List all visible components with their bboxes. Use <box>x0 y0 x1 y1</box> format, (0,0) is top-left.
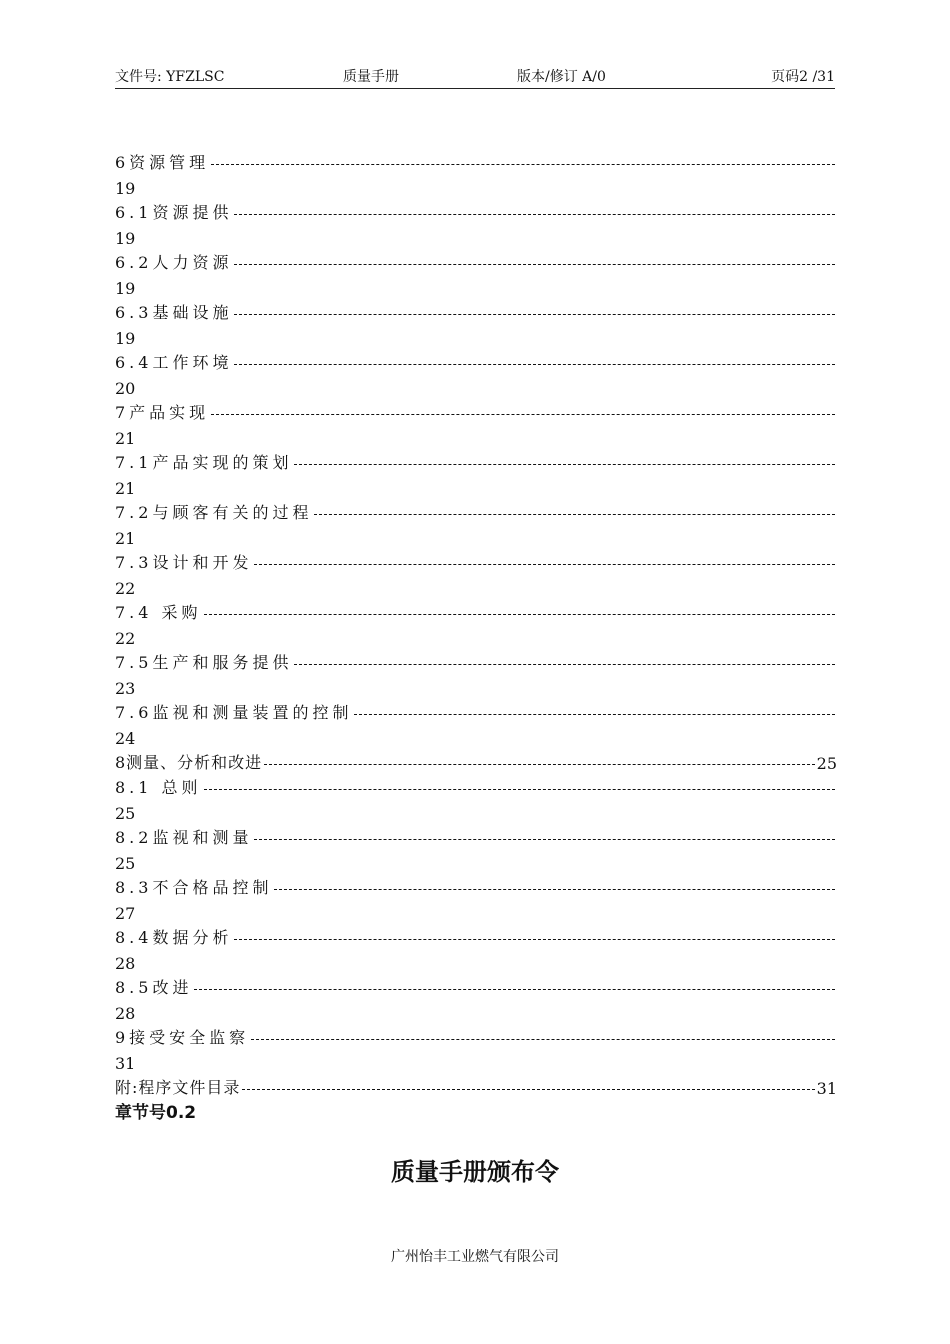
toc-entry-title: 7.3设计和开发 <box>115 553 253 572</box>
toc-entry-page: 22 <box>115 579 136 598</box>
toc-entry-page: 28 <box>115 1004 136 1023</box>
toc-leader <box>211 414 835 415</box>
toc-leader <box>354 714 835 715</box>
toc-entry-title: 6资源管理 <box>115 153 210 172</box>
toc-page-line <box>115 173 837 198</box>
toc-entry <box>115 148 837 173</box>
page-title: 质量手册颁布令 <box>391 1158 559 1186</box>
toc-entry-title: 7.2与顾客有关的过程 <box>115 503 313 522</box>
toc-entry-page: 25 <box>115 804 136 823</box>
toc-page-line <box>115 573 837 598</box>
toc-entry <box>115 773 837 798</box>
toc-entry-title: 7.6监视和测量装置的控制 <box>115 703 353 722</box>
toc-leader <box>211 164 835 165</box>
header-doc-number: 文件号: YFZLSC <box>115 69 225 85</box>
toc-entry-page: 21 <box>115 529 136 548</box>
toc-page-line <box>115 723 837 748</box>
toc-leader <box>254 564 835 565</box>
header-page-number: 页码2 /31 <box>771 69 835 85</box>
toc-entry <box>115 398 837 423</box>
toc-entry <box>115 873 837 898</box>
header-title: 质量手册 <box>343 69 399 85</box>
toc-entry-title: 8.1 总则 <box>115 778 202 797</box>
toc-entry-page: 19 <box>115 329 136 348</box>
toc-page-line <box>115 998 837 1023</box>
toc-entry-title: 7.4 采购 <box>115 603 202 622</box>
toc-page-line <box>115 223 837 248</box>
toc-entry <box>115 448 837 473</box>
toc-entry-page: 28 <box>115 954 136 973</box>
toc-leader <box>254 839 835 840</box>
header-version: 版本/修订 A/0 <box>517 69 606 85</box>
toc-page-line <box>115 623 837 648</box>
toc-entry-title: 7.5生产和服务提供 <box>115 653 293 672</box>
toc-entry-title: 6.4工作环境 <box>115 353 233 372</box>
toc-entry <box>115 923 837 948</box>
page-header <box>115 62 835 89</box>
toc-entry-page: 19 <box>115 229 136 248</box>
toc-entry-title: 7.1产品实现的策划 <box>115 453 293 472</box>
toc-leader <box>204 614 835 615</box>
toc-page-line <box>115 673 837 698</box>
toc-leader <box>251 1039 835 1040</box>
toc-entry-page: 31 <box>115 1054 136 1073</box>
toc-entry <box>115 698 837 723</box>
toc-entry-page: 21 <box>115 429 136 448</box>
toc-page-line <box>115 798 837 823</box>
toc-entry-page: 25 <box>115 854 136 873</box>
toc-entry-title: 7产品实现 <box>115 403 210 422</box>
section-number: 章节号0.2 <box>115 1103 197 1123</box>
toc-entry <box>115 1073 837 1098</box>
toc-leader <box>242 1089 814 1090</box>
toc-entry-page: 19 <box>115 179 136 198</box>
toc-page-line <box>115 473 837 498</box>
toc-entry-title: 8.5改进 <box>115 978 193 997</box>
toc-page-line <box>115 373 837 398</box>
toc-entry-title: 8.2监视和测量 <box>115 828 253 847</box>
toc-entry-page: 25 <box>816 754 837 773</box>
toc-page-line <box>115 1048 837 1073</box>
toc-leader <box>234 939 835 940</box>
toc-leader <box>234 364 835 365</box>
toc-leader <box>264 764 814 765</box>
toc-entry-title: 9接受安全监察 <box>115 1028 250 1047</box>
toc-leader <box>234 314 835 315</box>
toc-page-line <box>115 273 837 298</box>
toc-entry-title: 8.4数据分析 <box>115 928 233 947</box>
toc-entry <box>115 498 837 523</box>
toc-entry <box>115 598 837 623</box>
toc-page-line <box>115 898 837 923</box>
toc-entry-title: 6.2人力资源 <box>115 253 233 272</box>
toc-entry <box>115 648 837 673</box>
toc-leader <box>294 464 835 465</box>
toc-entry <box>115 298 837 323</box>
toc-entry-page: 21 <box>115 479 136 498</box>
toc-page-line <box>115 848 837 873</box>
toc-leader <box>294 664 835 665</box>
toc-entry-page: 24 <box>115 729 136 748</box>
toc-entry <box>115 1023 837 1048</box>
toc-entry-title: 8测量、分析和改进 <box>115 753 263 772</box>
toc-entry-page: 22 <box>115 629 136 648</box>
toc-entry-title: 8.3不合格品控制 <box>115 878 273 897</box>
company-name: 广州怡丰工业燃气有限公司 <box>391 1249 559 1265</box>
toc-entry-title: 6.3基础设施 <box>115 303 233 322</box>
table-of-contents <box>115 148 837 1098</box>
toc-page-line <box>115 523 837 548</box>
toc-page-line <box>115 323 837 348</box>
toc-entry-title: 附:程序文件目录 <box>115 1078 241 1097</box>
toc-leader <box>234 264 835 265</box>
toc-entry <box>115 248 837 273</box>
toc-entry-page: 23 <box>115 679 136 698</box>
toc-entry-page: 27 <box>115 904 136 923</box>
toc-page-line <box>115 948 837 973</box>
toc-entry <box>115 823 837 848</box>
toc-entry-page: 19 <box>115 279 136 298</box>
toc-entry <box>115 973 837 998</box>
toc-entry-page: 31 <box>816 1079 837 1098</box>
toc-entry <box>115 348 837 373</box>
toc-leader <box>234 214 835 215</box>
toc-entry <box>115 748 837 773</box>
toc-entry-title: 6.1资源提供 <box>115 203 233 222</box>
toc-entry-page: 20 <box>115 379 136 398</box>
toc-leader <box>194 989 835 990</box>
toc-leader <box>274 889 835 890</box>
toc-page-line <box>115 423 837 448</box>
toc-entry <box>115 198 837 223</box>
toc-leader <box>204 789 835 790</box>
toc-leader <box>314 514 835 515</box>
toc-entry <box>115 548 837 573</box>
